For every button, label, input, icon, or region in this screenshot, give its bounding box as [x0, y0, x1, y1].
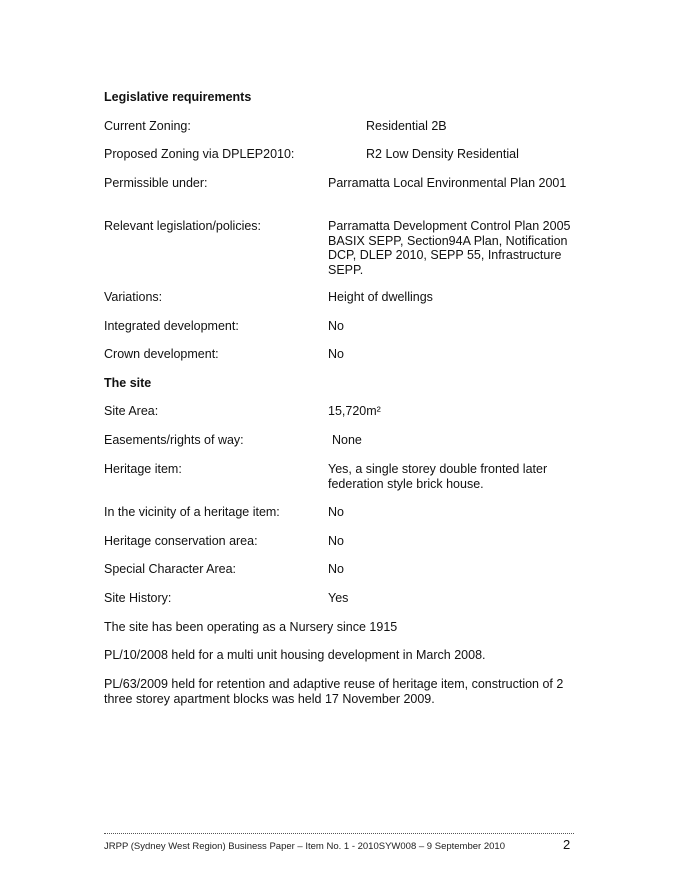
- value-heritage-item: Yes, a single storey double fronted later federation style brick house.: [328, 462, 548, 491]
- value-heritage-conservation: No: [328, 534, 344, 548]
- label-heritage-item: Heritage item:: [104, 462, 182, 476]
- section-heading-site: The site: [104, 376, 152, 390]
- label-site-area: Site Area:: [104, 404, 159, 418]
- value-vicinity-heritage: No: [328, 505, 344, 519]
- label-integrated-development: Integrated development:: [104, 319, 239, 333]
- label-relevant-legislation: Relevant legislation/policies:: [104, 219, 262, 233]
- label-variations: Variations:: [104, 290, 163, 304]
- value-variations: Height of dwellings: [328, 290, 433, 304]
- footer-text: JRPP (Sydney West Region) Business Paper – Item No. 1 - 2010SYW008 – 9 September 2010: [104, 841, 505, 852]
- value-site-history: Yes: [328, 591, 349, 605]
- label-crown-development: Crown development:: [104, 347, 219, 361]
- value-permissible-under: Parramatta Local Environmental Plan 2001: [328, 176, 567, 190]
- value-special-character: No: [328, 562, 344, 576]
- section-heading-legislative: Legislative requirements: [104, 90, 252, 104]
- value-integrated-development: No: [328, 319, 344, 333]
- paragraph-nursery: The site has been operating as a Nursery since 1915: [104, 620, 398, 634]
- value-easements: None: [332, 433, 362, 447]
- value-current-zoning: Residential 2B: [366, 119, 447, 133]
- label-site-history: Site History:: [104, 591, 172, 605]
- paragraph-pl-10-2008: PL/10/2008 held for a multi unit housing development in March 2008.: [104, 648, 486, 662]
- value-crown-development: No: [328, 347, 344, 361]
- label-easements: Easements/rights of way:: [104, 433, 244, 447]
- value-site-area: 15,720m²: [328, 404, 381, 418]
- label-vicinity-heritage: In the vicinity of a heritage item:: [104, 505, 280, 519]
- value-relevant-legislation: Parramatta Development Control Plan 2005 BASIX SEPP, Section94A Plan, Notification DCP, DLEP 2010, SEPP 55, Infrastructure SEPP.: [328, 219, 571, 277]
- page-number: 2: [563, 837, 571, 852]
- value-proposed-zoning: R2 Low Density Residential: [366, 147, 519, 161]
- label-special-character: Special Character Area:: [104, 562, 237, 576]
- label-permissible-under: Permissible under:: [104, 176, 208, 190]
- footer-divider: [104, 833, 574, 834]
- label-current-zoning: Current Zoning:: [104, 119, 191, 133]
- paragraph-pl-63-2009: PL/63/2009 held for retention and adaptive reuse of heritage item, construction of 2 three storey apartment blocks was held 17 November 2009.: [104, 677, 564, 706]
- label-proposed-zoning: Proposed Zoning via DPLEP2010:: [104, 147, 295, 161]
- label-heritage-conservation: Heritage conservation area:: [104, 534, 258, 548]
